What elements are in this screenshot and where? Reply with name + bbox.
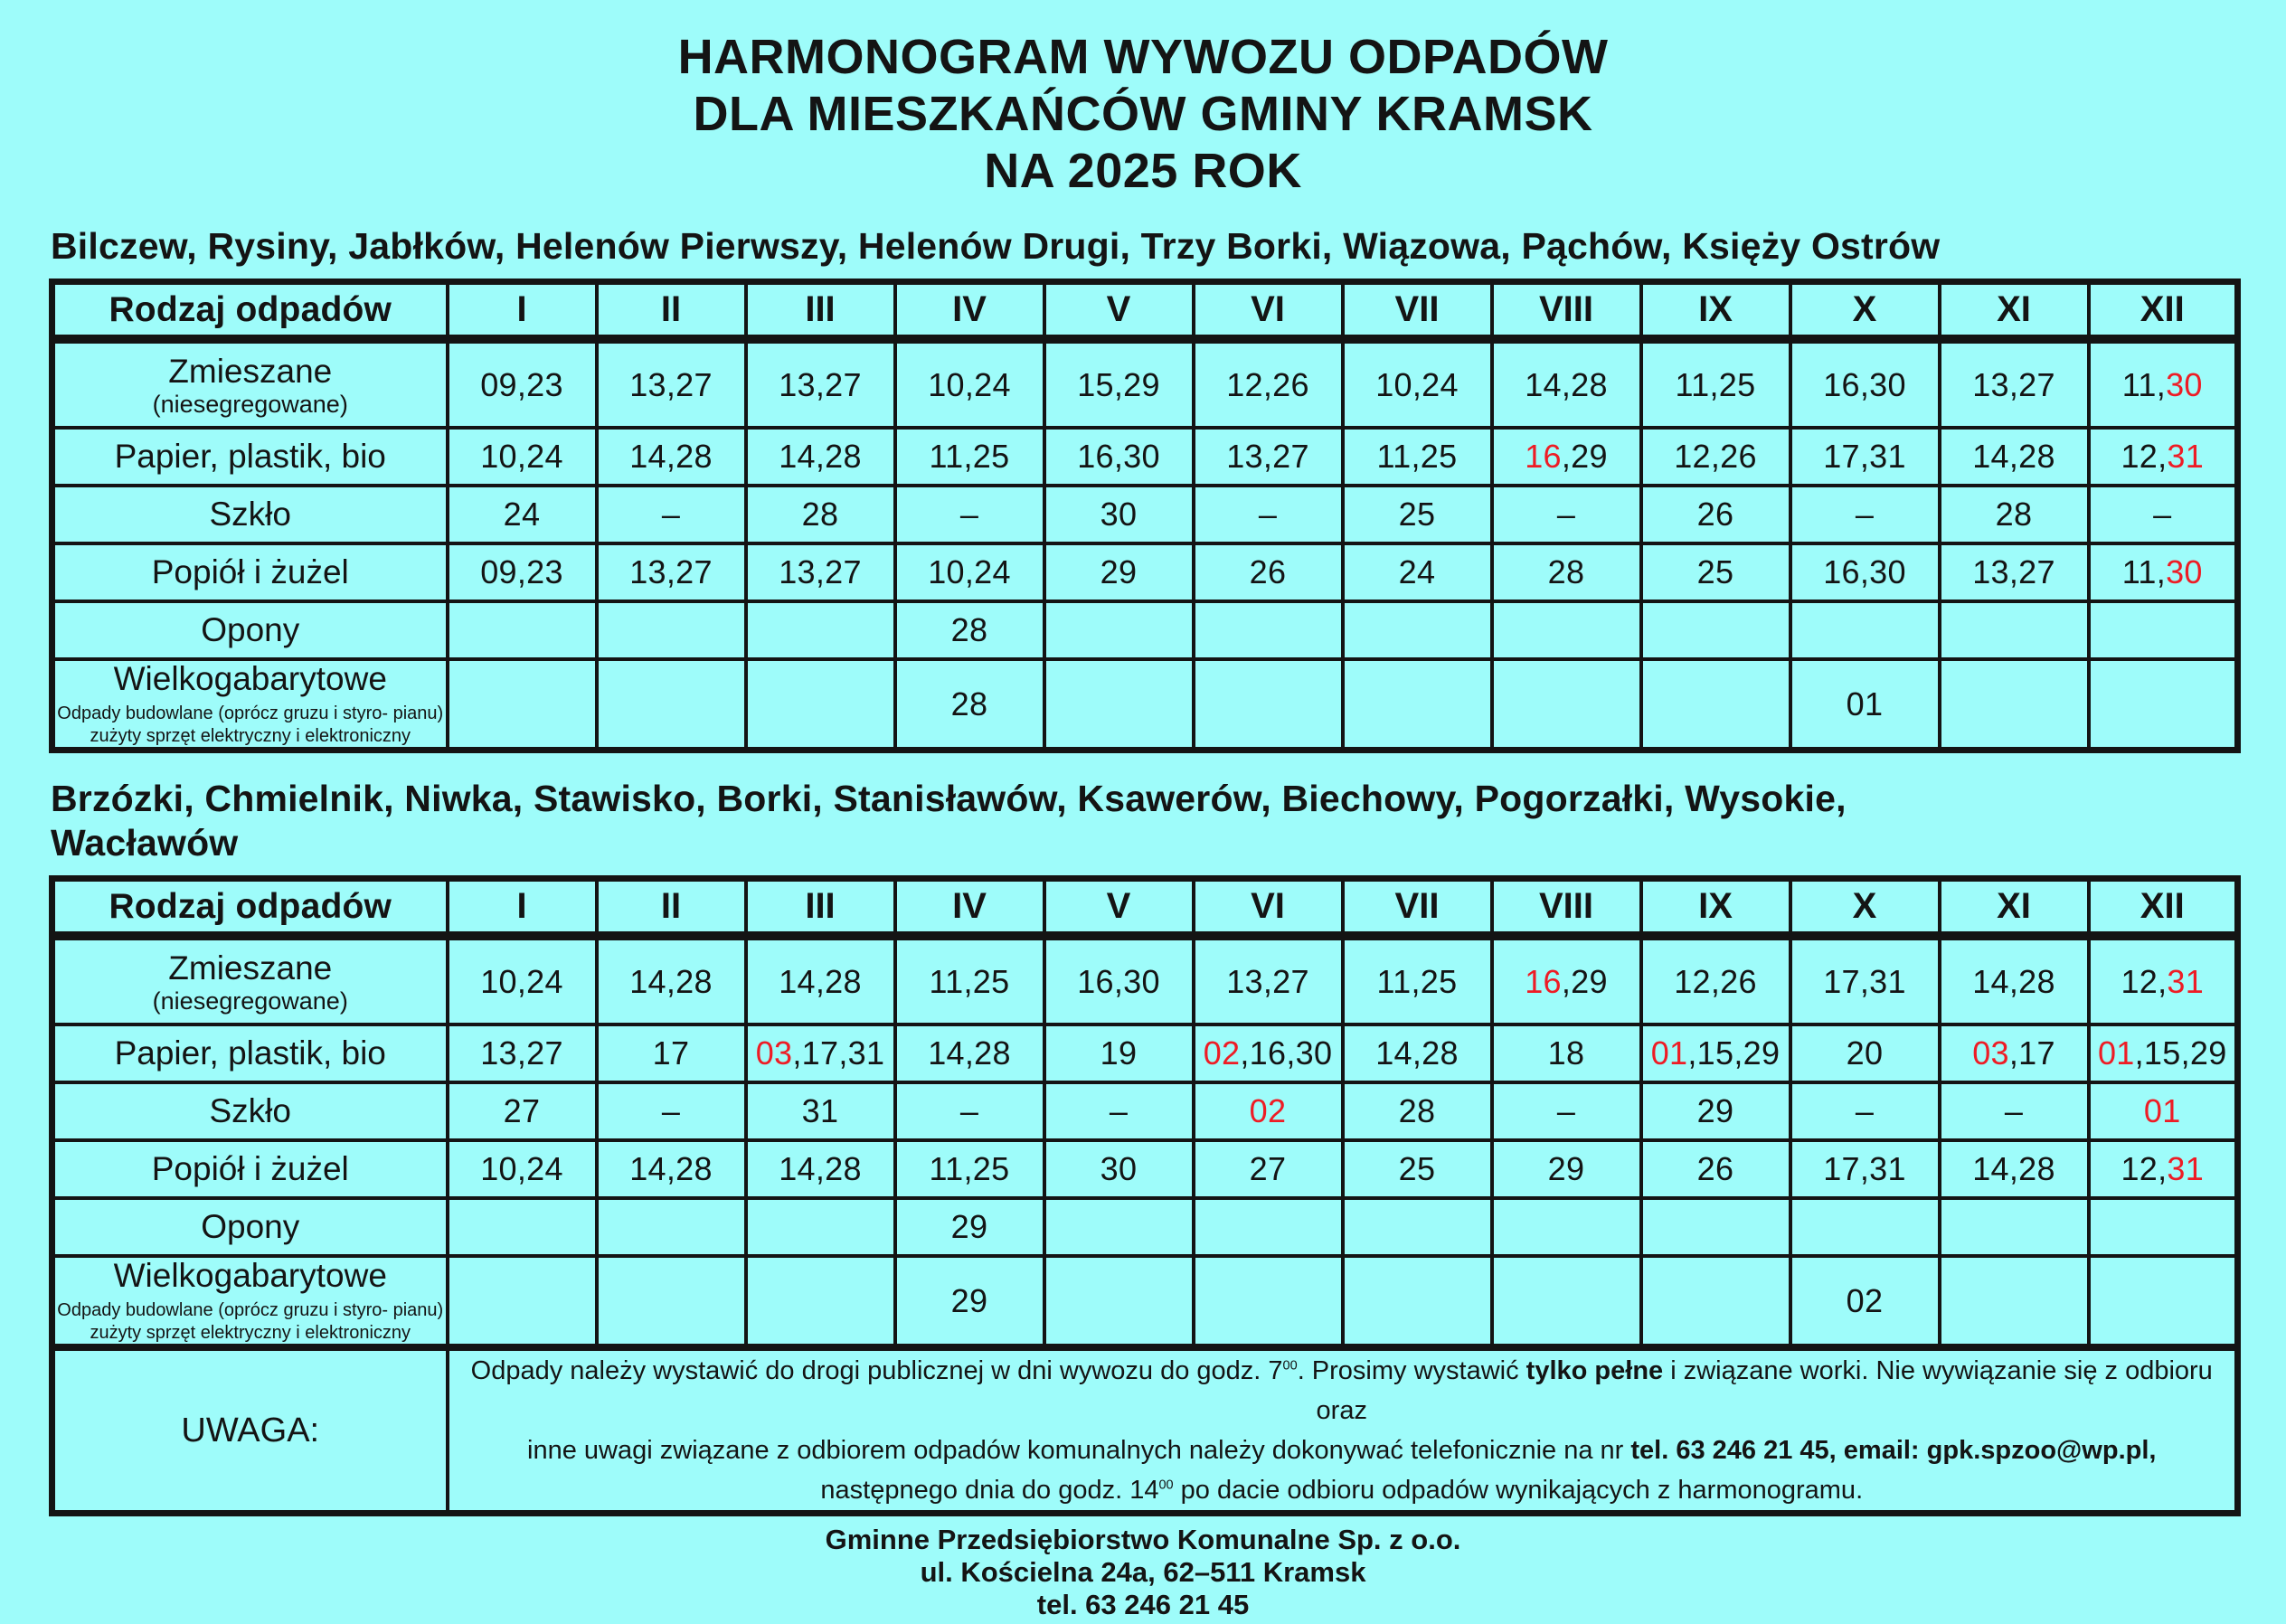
month-header: VIII [1492,281,1641,339]
schedule-cell [1194,1256,1343,1347]
schedule-cell: 10,24 [448,936,597,1024]
schedule-cell [1790,601,1940,659]
schedule-cell: 13,27 [597,339,746,428]
schedule-cell: 16,29 [1492,428,1641,486]
title-line-1: HARMONOGRAM WYWOZU ODPADÓW [677,30,1609,84]
month-header: XII [2089,878,2238,936]
schedule-cell: – [1940,1082,2089,1140]
schedule-cell: 27 [448,1082,597,1140]
table-row [52,1024,2238,1082]
month-header: X [1790,281,1940,339]
waste-type-label: Opony [52,1198,448,1256]
schedule-cell: 15,29 [1044,339,1194,428]
corner-header: Rodzaj odpadów [52,281,448,339]
schedule-cell [1194,1198,1343,1256]
schedule-cell [1790,1198,1940,1256]
table-row [52,936,2238,1024]
schedule-cell: 10,24 [1343,339,1492,428]
schedule-section-2 [49,777,2237,1516]
schedule-cell: 28 [895,659,1044,750]
schedule-cell: 14,28 [746,428,895,486]
month-header: IX [1641,281,1790,339]
schedule-cell [2089,1198,2238,1256]
month-header: XI [1940,281,2089,339]
month-header: V [1044,281,1194,339]
month-header: V [1044,878,1194,936]
month-header: VIII [1492,878,1641,936]
waste-type-label: Popiół i żużel [52,1140,448,1198]
schedule-cell: – [895,486,1044,543]
schedule-cell [1641,601,1790,659]
schedule-cell: 26 [1641,1140,1790,1198]
schedule-cell: 14,28 [746,1140,895,1198]
schedule-cell: 26 [1194,543,1343,601]
schedule-cell: 09,23 [448,543,597,601]
schedule-cell: 28 [895,601,1044,659]
schedule-cell [1492,659,1641,750]
schedule-cell [2089,601,2238,659]
note-label: UWAGA: [52,1347,448,1514]
footer-address: ul. Kościelna 24a, 62–511 Kramsk [920,1556,1366,1589]
month-header: II [597,878,746,936]
section-heading: Bilczew, Rysiny, Jabłków, Helenów Pierwszy, Helenów Drugi, Trzy Borki, Wiązowa, Pąchów, Księży Ostrów [51,224,1941,267]
schedule-cell [746,659,895,750]
table-row [52,486,2238,543]
waste-type-label: Zmieszane (niesegregowane) [52,339,448,428]
schedule-cell: 01 [2089,1082,2238,1140]
table-row [52,1082,2238,1140]
month-header: VII [1343,281,1492,339]
schedule-cell: 20 [1790,1024,1940,1082]
waste-type-label: Szkło [52,486,448,543]
corner-header: Rodzaj odpadów [52,878,448,936]
schedule-cell: 28 [1343,1082,1492,1140]
schedule-cell: 28 [1492,543,1641,601]
schedule-cell: 29 [1044,543,1194,601]
table-row [52,601,2238,659]
footer-phone: tel. 63 246 21 45 [1036,1589,1250,1621]
month-header: IV [895,878,1044,936]
schedule-cell: – [1790,486,1940,543]
schedule-cell [1343,1198,1492,1256]
schedule-cell: 02 [1790,1256,1940,1347]
schedule-cell: 01,15,29 [1641,1024,1790,1082]
title-line-2: DLA MIESZKAŃCÓW GMINY KRAMSK [693,87,1593,142]
schedule-cell [448,659,597,750]
schedule-cell: 28 [746,486,895,543]
schedule-cell: 30 [1044,486,1194,543]
schedule-cell [1343,1256,1492,1347]
table-row [52,1198,2238,1256]
schedule-cell: 12,31 [2089,936,2238,1024]
schedule-cell [1044,659,1194,750]
waste-type-label: Papier, plastik, bio [52,428,448,486]
schedule-cell [597,659,746,750]
schedule-cell: 10,24 [448,1140,597,1198]
schedule-cell [1194,659,1343,750]
schedule-cell [597,1256,746,1347]
schedule-cell: 17,31 [1790,936,1940,1024]
waste-type-label: Wielkogabarytowe Odpady budowlane (oprócz gruzu i styro- pianu) zużyty sprzęt elektryczny i elektroniczny [52,659,448,750]
schedule-cell: 27 [1194,1140,1343,1198]
schedule-cell: 14,28 [597,1140,746,1198]
schedule-cell [746,601,895,659]
schedule-cell: – [597,486,746,543]
schedule-cell: 11,25 [895,428,1044,486]
table-header-row [52,878,2238,936]
schedule-cell: 30 [1044,1140,1194,1198]
schedule-cell: 14,28 [597,936,746,1024]
schedule-cell: 09,23 [448,339,597,428]
table-row [52,339,2238,428]
schedule-cell [1641,659,1790,750]
section-heading: Brzózki, Chmielnik, Niwka, Stawisko, Borki, Stanisławów, Ksawerów, Biechowy, Pogorzałki, Wysokie, Wacławów [51,778,1847,864]
schedule-cell: 17,31 [1790,428,1940,486]
schedule-cell: 13,27 [1940,339,2089,428]
schedule-cell: 16,29 [1492,936,1641,1024]
schedule-table [49,279,2241,753]
schedule-cell [1044,601,1194,659]
month-header: X [1790,878,1940,936]
schedule-cell: 13,27 [746,543,895,601]
table-row [52,659,2238,750]
schedule-cell: 14,28 [1492,339,1641,428]
schedule-table [49,875,2241,1517]
table-row [52,543,2238,601]
month-header: IX [1641,878,1790,936]
schedule-cell: 24 [1343,543,1492,601]
schedule-cell [1492,601,1641,659]
month-header: II [597,281,746,339]
schedule-cell: 26 [1641,486,1790,543]
schedule-cell: 12,31 [2089,428,2238,486]
schedule-cell: 16,30 [1044,428,1194,486]
schedule-cell: 14,28 [597,428,746,486]
schedule-cell [597,601,746,659]
schedule-cell [1641,1256,1790,1347]
schedule-cell: 14,28 [1343,1024,1492,1082]
schedule-cell [1940,1198,2089,1256]
month-header: VII [1343,878,1492,936]
schedule-cell [1194,601,1343,659]
schedule-cell: – [2089,486,2238,543]
schedule-cell: 01 [1790,659,1940,750]
schedule-cell: 29 [895,1198,1044,1256]
schedule-cell: 12,31 [2089,1140,2238,1198]
page-title [0,0,2286,201]
schedule-cell: 29 [895,1256,1044,1347]
table-row [52,428,2238,486]
schedule-cell: – [1492,1082,1641,1140]
schedule-cell: 11,30 [2089,543,2238,601]
schedule-section-1 [49,224,2237,754]
schedule-cell: 17 [597,1024,746,1082]
schedule-cell: 18 [1492,1024,1641,1082]
schedule-cell [1492,1256,1641,1347]
schedule-cell [1940,659,2089,750]
note-text: Odpady należy wystawić do drogi publicznej w dni wywozu do godz. $7^{00}$. Prosimy wystawić tylko pełne i związane worki. Nie wywiązanie się z odbioru oraz inne uwagi związane z odbiorem odpadów komunalnych należy dokonywać telefonicznie na nr tel. 63 246 21 45, email: gpk.spzoo@wp.pl, następnego dnia do godz. $14^{00}$ po dacie odbioru odpadów wynikających z harmonogramu. [448,1347,2238,1514]
schedule-cell: 02,16,30 [1194,1024,1343,1082]
schedule-cell [1044,1256,1194,1347]
schedule-cell: 25 [1343,486,1492,543]
schedule-cell: 02 [1194,1082,1343,1140]
schedule-cell: 03,17,31 [746,1024,895,1082]
schedule-cell: – [597,1082,746,1140]
month-header: III [746,281,895,339]
month-header: III [746,878,895,936]
month-header: XI [1940,878,2089,936]
schedule-cell: 11,25 [895,936,1044,1024]
title-line-3: NA 2025 ROK [984,144,1302,199]
table-row [52,1256,2238,1347]
schedule-cell: 14,28 [1940,936,2089,1024]
schedule-cell: 10,24 [895,339,1044,428]
schedule-cell: – [895,1082,1044,1140]
schedule-cell [746,1198,895,1256]
schedule-cell: 13,27 [1194,936,1343,1024]
schedule-cell: – [1492,486,1641,543]
schedule-cell: 03,17 [1940,1024,2089,1082]
waste-type-label: Zmieszane (niesegregowane) [52,936,448,1024]
footer [49,1524,2237,1621]
schedule-cell: 14,28 [1940,428,2089,486]
schedule-cell: 13,27 [746,339,895,428]
footer-company: Gminne Przedsiębiorstwo Komunalne Sp. z o.o. [825,1524,1461,1556]
schedule-cell [1940,1256,2089,1347]
schedule-cell: 11,30 [2089,339,2238,428]
schedule-cell: 17,31 [1790,1140,1940,1198]
waste-type-label: Opony [52,601,448,659]
month-header: VI [1194,878,1343,936]
schedule-cell: 11,25 [895,1140,1044,1198]
table-row [52,1140,2238,1198]
note-row [52,1347,2238,1514]
schedule-cell [1343,659,1492,750]
schedule-cell [1492,1198,1641,1256]
schedule-cell: – [1194,486,1343,543]
schedule-cell: 25 [1641,543,1790,601]
schedule-cell [1044,1198,1194,1256]
schedule-cell: 13,27 [448,1024,597,1082]
schedule-cell: 11,25 [1343,936,1492,1024]
schedule-cell: 12,26 [1641,428,1790,486]
schedule-cell: 11,25 [1343,428,1492,486]
waste-type-label: Popiół i żużel [52,543,448,601]
schedule-cell [448,601,597,659]
schedule-cell [1940,601,2089,659]
table-header-row [52,281,2238,339]
schedule-cell: 24 [448,486,597,543]
waste-type-label: Papier, plastik, bio [52,1024,448,1082]
schedule-cell: 10,24 [448,428,597,486]
schedule-cell: 14,28 [1940,1140,2089,1198]
waste-type-label: Szkło [52,1082,448,1140]
waste-type-label: Wielkogabarytowe Odpady budowlane (oprócz gruzu i styro- pianu) zużyty sprzęt elektryczny i elektroniczny [52,1256,448,1347]
month-header: VI [1194,281,1343,339]
month-header: XII [2089,281,2238,339]
schedule-cell [448,1198,597,1256]
schedule-cell: 29 [1492,1140,1641,1198]
schedule-cell: 31 [746,1082,895,1140]
schedule-cell [597,1198,746,1256]
schedule-cell: 16,30 [1044,936,1194,1024]
schedule-cell: 10,24 [895,543,1044,601]
content-area [49,224,2237,1622]
schedule-cell: 12,26 [1194,339,1343,428]
schedule-cell: 19 [1044,1024,1194,1082]
schedule-cell: 13,27 [1194,428,1343,486]
schedule-cell: 16,30 [1790,339,1940,428]
schedule-cell: 14,28 [746,936,895,1024]
schedule-cell [2089,659,2238,750]
schedule-cell: 13,27 [597,543,746,601]
schedule-cell: 01,15,29 [2089,1024,2238,1082]
schedule-cell: 16,30 [1790,543,1940,601]
schedule-cell: 28 [1940,486,2089,543]
month-header: IV [895,281,1044,339]
month-header: I [448,281,597,339]
schedule-cell: 29 [1641,1082,1790,1140]
schedule-cell: 12,26 [1641,936,1790,1024]
schedule-cell: 25 [1343,1140,1492,1198]
schedule-cell: – [1790,1082,1940,1140]
schedule-cell: 11,25 [1641,339,1790,428]
schedule-cell: – [1044,1082,1194,1140]
schedule-cell [448,1256,597,1347]
schedule-cell [2089,1256,2238,1347]
month-header: I [448,878,597,936]
schedule-cell [746,1256,895,1347]
schedule-cell: 13,27 [1940,543,2089,601]
schedule-cell [1343,601,1492,659]
schedule-cell [1641,1198,1790,1256]
schedule-cell: 14,28 [895,1024,1044,1082]
